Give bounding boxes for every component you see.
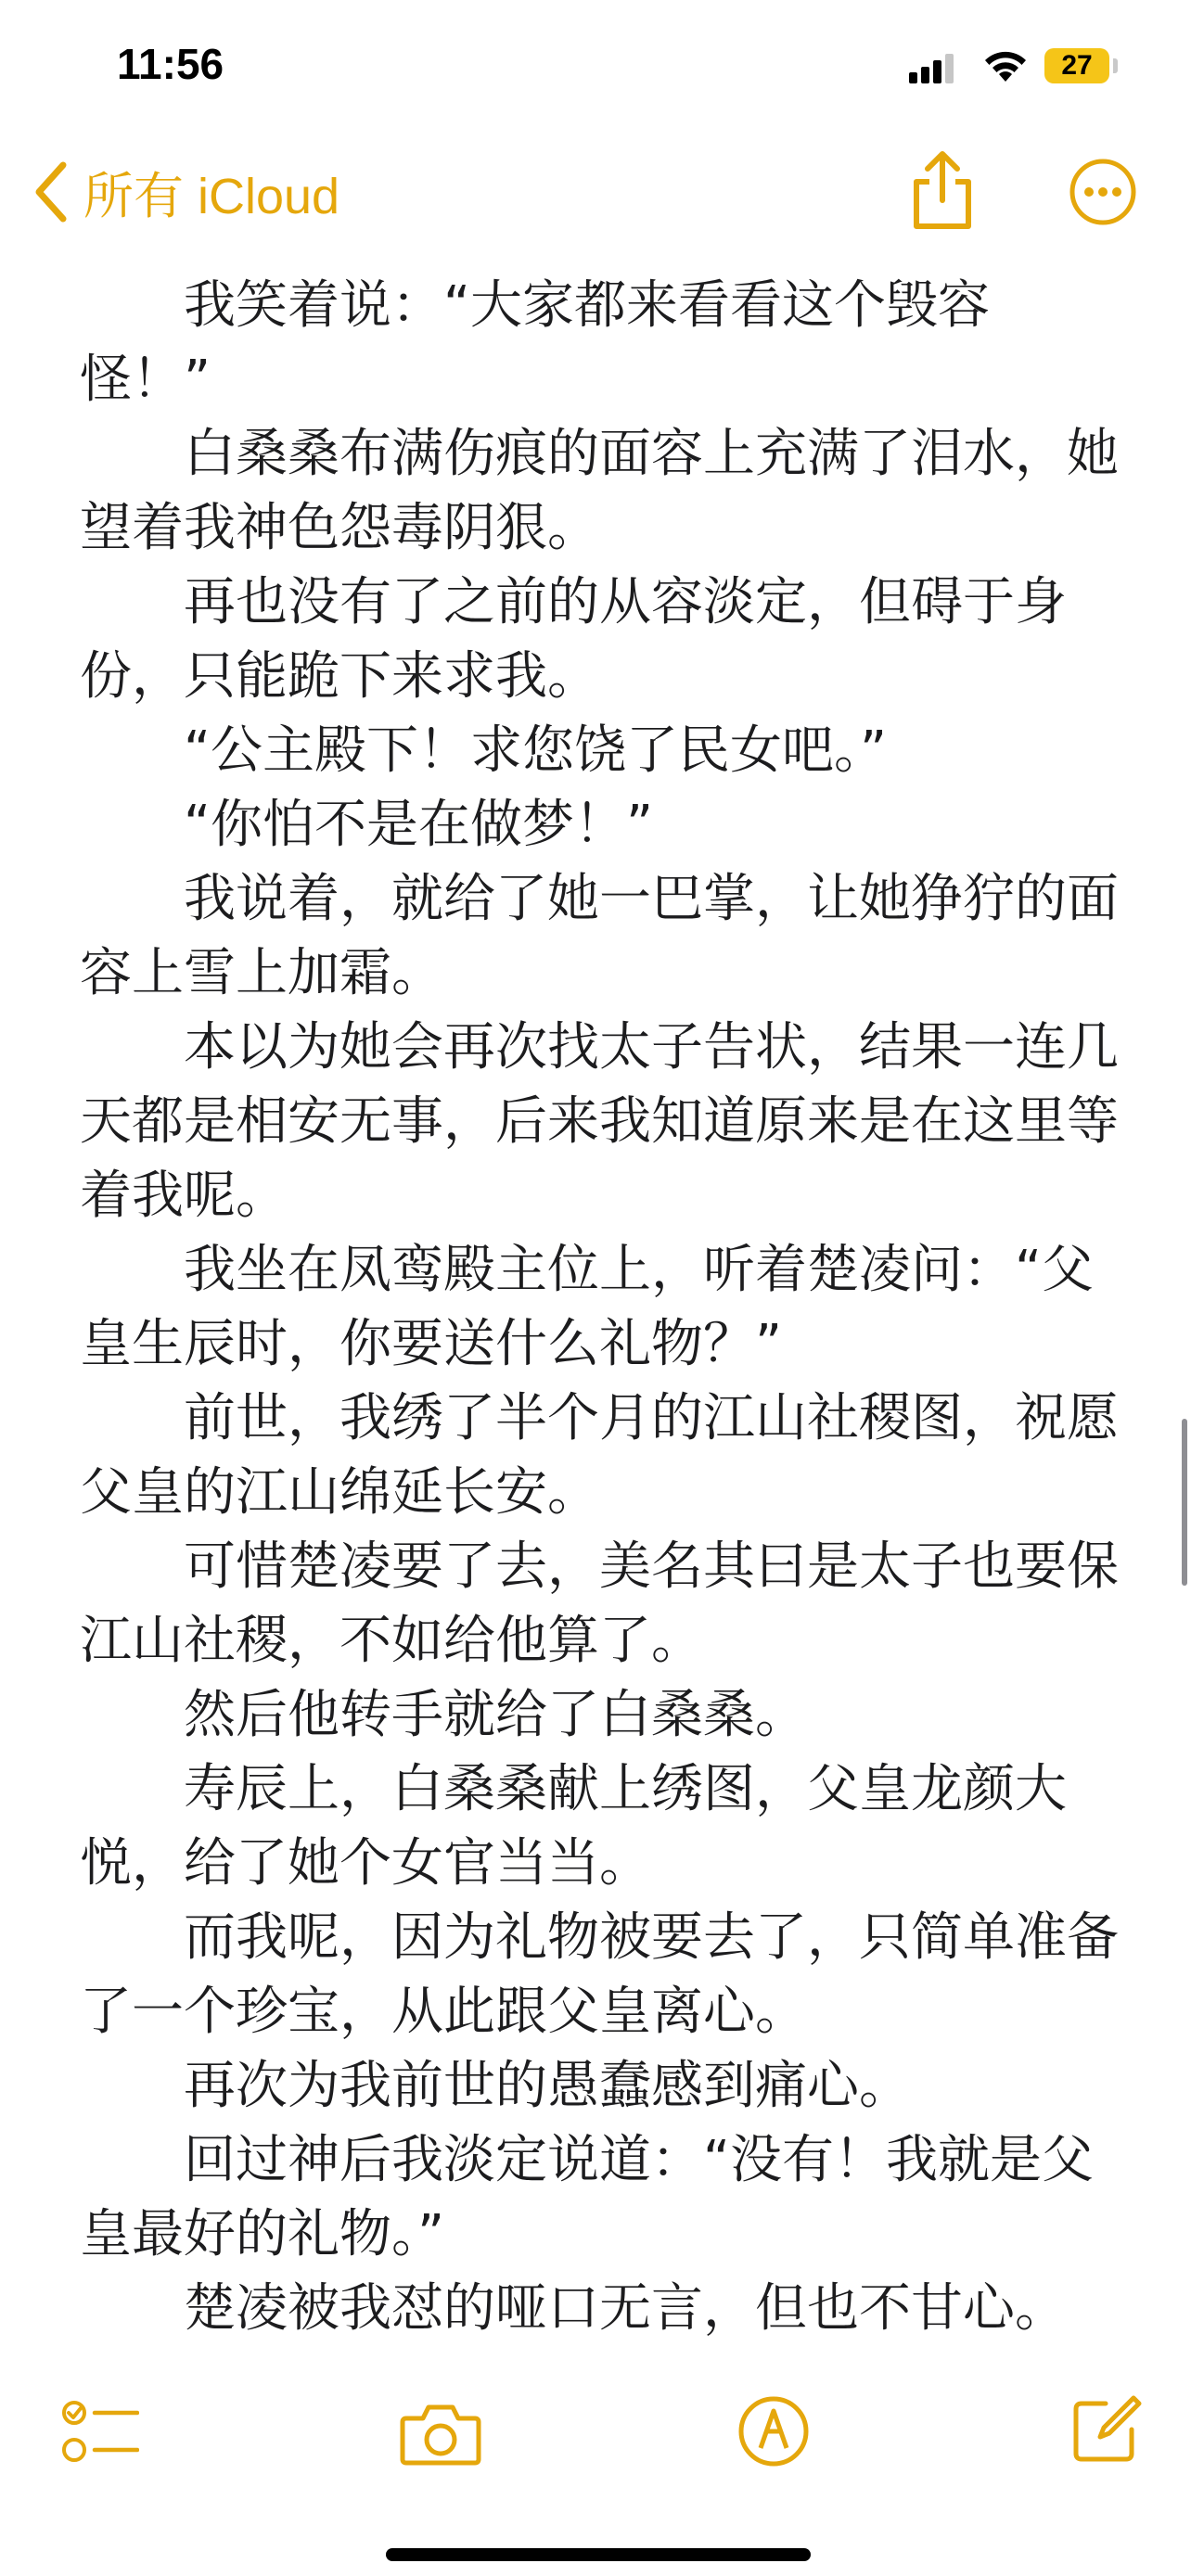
note-body[interactable] xyxy=(80,269,1119,2361)
status-time: 11:56 xyxy=(117,40,224,88)
note-paragraph: 白桑桑布满伤痕的面容上充满了泪水，她望着我神色怨毒阴狠。 xyxy=(80,424,1119,558)
share-icon[interactable] xyxy=(907,148,978,232)
note-paragraph: 本以为她会再次找太子告状，结果一连几天都是相安无事，后来我知道原来是在这里等着我呢。 xyxy=(80,1017,1119,1226)
wifi-icon xyxy=(981,46,1030,83)
note-paragraph: 再也没有了之前的从容淡定，但碍于身份，只能跪下来求我。 xyxy=(80,572,1067,707)
compose-icon[interactable] xyxy=(1069,2392,1143,2467)
note-paragraph: 然后他转手就给了白桑桑。 xyxy=(184,1685,807,1745)
back-button[interactable] xyxy=(32,159,339,224)
note-paragraph: “公主殿下！求您饶了民女吧。” xyxy=(184,721,888,781)
back-button-label: 所有 iCloud xyxy=(83,168,340,224)
note-paragraph: 我笑着说：“大家都来看看这个毁容怪！” xyxy=(80,275,991,410)
note-paragraph: 前世，我绣了半个月的江山社稷图，祝愿父皇的江山绵延长安。 xyxy=(80,1388,1119,1523)
checklist-icon[interactable] xyxy=(61,2398,139,2467)
battery-indicator: 27 xyxy=(1044,48,1109,83)
scrolled-text-ghost-bottom xyxy=(80,2363,1119,2576)
note-paragraph: 可惜楚凌要了去，美名其曰是太子也要保江山社稷，不如给他算了。 xyxy=(80,1537,1119,1671)
note-paragraph: 我说着，就给了她一巴掌，让她狰狞的面容上雪上加霜。 xyxy=(80,869,1119,1003)
camera-icon[interactable] xyxy=(399,2402,482,2467)
markup-pen-icon[interactable] xyxy=(736,2394,811,2468)
battery-tip xyxy=(1113,58,1118,73)
chevron-left-icon xyxy=(32,159,70,224)
note-paragraph: 楚凌被我怼的哑口无言，但也不甘心。 xyxy=(184,2278,1067,2339)
note-paragraph: 回过神后我淡定说道：“没有！我就是父皇最好的礼物。” xyxy=(80,2130,1095,2264)
note-paragraph: “你怕不是在做梦！” xyxy=(184,795,654,855)
more-ellipsis-icon[interactable] xyxy=(1069,158,1137,226)
cellular-signal-icon xyxy=(909,52,955,83)
note-paragraph: 我坐在凤鸾殿主位上，听着楚凌问：“父皇生辰时，你要送什么礼物？” xyxy=(80,1240,1095,1374)
scroll-indicator[interactable] xyxy=(1182,1419,1187,1586)
note-paragraph: 再次为我前世的愚蠢感到痛心。 xyxy=(184,2056,911,2116)
note-paragraph: 寿辰上，白桑桑献上绣图，父皇龙颜大悦，给了她个女官当当。 xyxy=(80,1759,1067,1894)
status-bar xyxy=(0,0,1191,130)
note-paragraph: 而我呢，因为礼物被要去了，只简单准备了一个珍宝，从此跟父皇离心。 xyxy=(80,1907,1119,2042)
home-indicator[interactable] xyxy=(386,2548,811,2561)
